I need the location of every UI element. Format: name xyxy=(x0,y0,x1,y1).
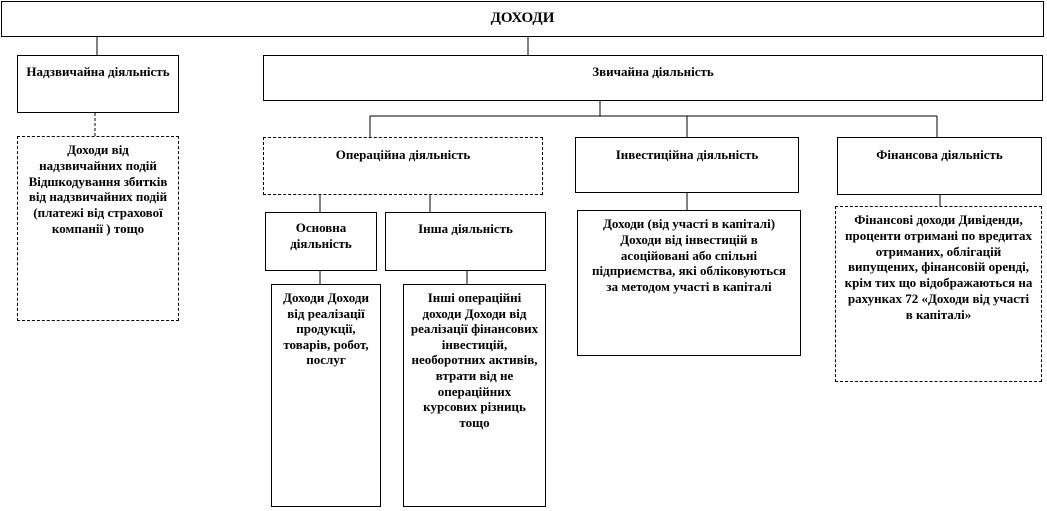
investment-activity-label: Інвестиційна діяльність xyxy=(615,147,759,162)
investment-activity-node xyxy=(575,137,799,193)
main-income-node xyxy=(271,284,381,507)
extraordinary-income-node xyxy=(17,136,179,321)
main-income-text: Доходи Доходи від реалізації продукції, товарів, робот, послуг xyxy=(283,290,369,368)
other-activity-label: Інша діяльність xyxy=(418,221,513,236)
other-activity-node xyxy=(385,212,546,271)
extraordinary-activity-label: Надзвичайна діяльність xyxy=(26,64,170,79)
operating-activity-node xyxy=(263,137,543,195)
root-node xyxy=(1,1,1044,37)
other-income-text: Інші операційні доходи Доходи від реалізації фінансових інвестицій, необоротних активів, втрати від не операційних курсових різниць тощо xyxy=(410,290,539,430)
financial-income-node xyxy=(835,206,1042,382)
ordinary-activity-node xyxy=(263,55,1043,101)
root-label: ДОХОДИ xyxy=(490,10,555,27)
other-income-node xyxy=(403,284,546,507)
operating-activity-label: Операційна діяльність xyxy=(335,147,471,162)
investment-income-node xyxy=(577,210,801,356)
main-activity-node xyxy=(265,212,377,271)
ordinary-activity-label: Звичайна діяльність xyxy=(592,64,714,79)
financial-activity-label: Фінансова діяльність xyxy=(876,147,1003,162)
financial-activity-node xyxy=(837,137,1042,195)
financial-income-text: Фінансові доходи Дивіденди, проценти отримані по вредитах отриманих, облігацій випущених, фінансовій оренді, крім тих що відображаються на рахунках 72 «Доходи від участі в капіталі» xyxy=(844,212,1033,322)
investment-income-text: Доходи (від участі в капіталі) Доходи від інвестицій в асоційовані або спільні підприємства, які обліковуються за методом участі в капіталі xyxy=(592,216,786,295)
main-activity-label: Основна діяльність xyxy=(290,220,352,251)
extraordinary-activity-node xyxy=(17,55,179,113)
extraordinary-income-text: Доходи від надзвичайних подій Відшкодування збитків від надзвичайних подій (платежі від страхової компанії ) тощо xyxy=(28,142,168,236)
